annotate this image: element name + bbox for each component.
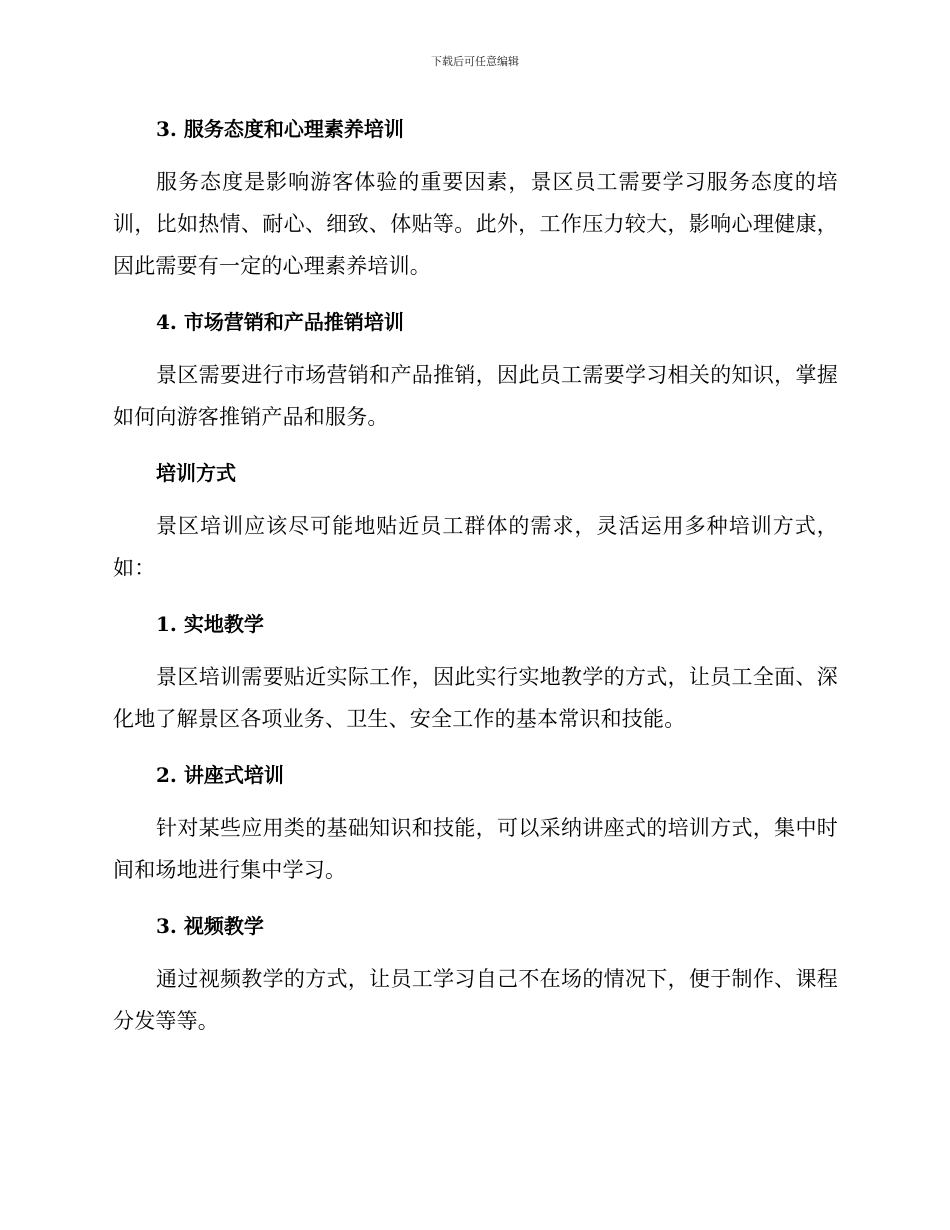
section-paragraph-video-teaching: 通过视频教学的方式，让员工学习自己不在场的情况下，便于制作、课程分发等等。: [113, 967, 838, 1033]
page-header: 下载后可任意编辑: [431, 55, 519, 68]
section-heading-training-methods: 培训方式: [156, 461, 236, 485]
section-paragraph-lecture-training: 针对某些应用类的基础知识和技能，可以采纳讲座式的培训方式，集中时间和场地进行集中学习。: [113, 816, 838, 882]
section-heading-lecture-training: 2. 讲座式培训: [156, 763, 284, 787]
section-heading-service-attitude: 3. 服务态度和心理素养培训: [156, 117, 404, 141]
section-paragraph-service-attitude: 服务态度是影响游客体验的重要因素，景区员工需要学习服务态度的培训，比如热情、耐心、细致、体贴等。此外，工作压力较大，影响心理健康，因此需要有一定的心理素养培训。: [113, 170, 838, 278]
section-heading-video-teaching: 3. 视频教学: [156, 914, 264, 938]
section-heading-marketing: 4. 市场营销和产品推销培训: [156, 310, 404, 334]
section-paragraph-field-teaching: 景区培训需要贴近实际工作，因此实行实地教学的方式，让员工全面、深化地了解景区各项业务、卫生、安全工作的基本常识和技能。: [113, 665, 838, 731]
document-body: [113, 110, 838, 1042]
section-paragraph-training-methods: 景区培训应该尽可能地贴近员工群体的需求，灵活运用多种培训方式，如：: [113, 514, 838, 580]
section-paragraph-marketing: 景区需要进行市场营销和产品推销，因此员工需要学习相关的知识，掌握如何向游客推销产品和服务。: [113, 363, 838, 429]
section-heading-field-teaching: 1. 实地教学: [156, 612, 264, 636]
